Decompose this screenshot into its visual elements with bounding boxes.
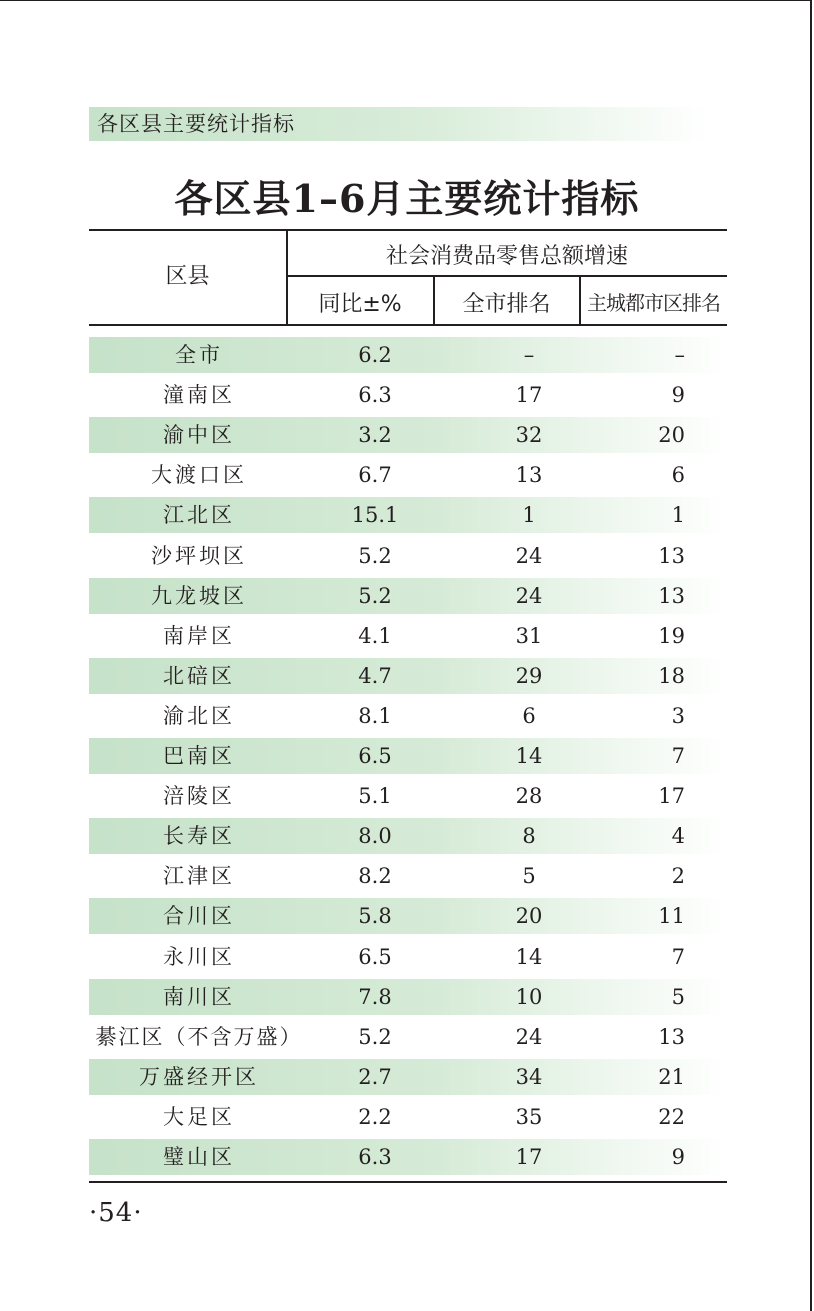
city-rank-value: 32 — [515, 423, 543, 448]
district-name: 大渡口区 — [151, 463, 247, 488]
district-name: 潼南区 — [163, 383, 235, 408]
header-yoy: 同比±% — [318, 292, 402, 317]
yoy-value: 5.8 — [358, 904, 392, 929]
city-rank-value: 14 — [515, 944, 543, 969]
main-rank-value: 7 — [671, 944, 685, 969]
yoy-value: 4.7 — [358, 663, 392, 688]
district-name: 沙坪坝区 — [151, 543, 247, 568]
yoy-value: 7.8 — [358, 984, 392, 1009]
city-rank-value: 31 — [515, 623, 543, 648]
yoy-value: 6.5 — [358, 744, 392, 768]
main-rank-value: 11 — [658, 904, 685, 929]
table-row — [89, 578, 727, 614]
city-rank-value: 14 — [515, 744, 543, 768]
yoy-value: 6.7 — [358, 463, 392, 488]
yoy-value: 2.2 — [358, 1104, 392, 1129]
main-rank-value: 7 — [671, 744, 685, 768]
district-name: 北碚区 — [163, 663, 235, 688]
city-rank-value: 6 — [522, 703, 536, 728]
city-rank-value: 24 — [515, 583, 543, 608]
header-bottom-rule — [89, 324, 727, 326]
city-rank-value: 10 — [515, 984, 543, 1009]
yoy-value: 8.2 — [358, 864, 392, 889]
city-rank-value: 17 — [515, 383, 543, 408]
yoy-value: 15.1 — [351, 503, 399, 528]
main-rank-value: 13 — [658, 543, 685, 568]
city-rank-value: 24 — [515, 1024, 543, 1049]
main-rank-value: 4 — [671, 824, 685, 849]
header-main-rank: 主城都市区排名 — [587, 291, 720, 315]
main-rank-value: 13 — [658, 1024, 685, 1049]
city-rank-value: 1 — [522, 503, 536, 528]
table-row — [89, 979, 727, 1015]
yoy-value: 5.2 — [358, 543, 392, 568]
yoy-value: 3.2 — [358, 423, 392, 448]
district-name: 全市 — [175, 343, 223, 367]
yoy-value: 6.2 — [358, 343, 392, 367]
yoy-value: 6.3 — [358, 383, 392, 408]
yoy-value: 6.3 — [358, 1145, 392, 1169]
yoy-value: 8.1 — [358, 703, 392, 728]
table-top-rule — [89, 229, 727, 231]
table-row — [89, 698, 727, 734]
table-row — [89, 1099, 727, 1135]
table-row — [89, 1139, 727, 1175]
district-name: 南岸区 — [163, 623, 235, 648]
main-rank-value: 13 — [658, 583, 685, 608]
main-rank-value: 19 — [658, 623, 685, 648]
district-name: 南川区 — [163, 984, 235, 1009]
table-row — [89, 1019, 727, 1055]
district-name: 大足区 — [163, 1104, 235, 1129]
main-rank-value: 9 — [671, 1145, 685, 1169]
district-name: 綦江区（不含万盛） — [95, 1024, 303, 1049]
table-row — [89, 818, 727, 854]
table-row — [89, 778, 727, 814]
header-city-rank: 全市排名 — [462, 292, 551, 317]
district-name: 永川区 — [163, 944, 235, 969]
city-rank-value: 13 — [515, 463, 543, 488]
district-name: 万盛经开区 — [139, 1064, 259, 1089]
page-top-border — [0, 0, 812, 1]
city-rank-value: 24 — [515, 543, 543, 568]
city-rank-value: 5 — [522, 864, 536, 889]
city-rank-value: 35 — [515, 1104, 543, 1129]
city-rank-value: 28 — [515, 784, 543, 809]
table-row — [89, 738, 727, 774]
table-row — [89, 898, 727, 934]
table-row — [89, 457, 727, 493]
city-rank-value: 29 — [515, 663, 543, 688]
district-name: 合川区 — [163, 904, 235, 929]
yoy-value: 8.0 — [358, 824, 392, 849]
header-group: 社会消费品零售总额增速 — [385, 244, 628, 269]
table-row — [89, 417, 727, 453]
page-title: 各区县1–6月主要统计指标 — [174, 176, 640, 221]
yoy-value: 5.2 — [358, 583, 392, 608]
group-header-rule — [287, 275, 727, 277]
main-rank-value: 5 — [671, 984, 685, 1009]
main-rank-value: 18 — [658, 663, 685, 688]
main-rank-value: 6 — [671, 463, 685, 488]
table-row — [89, 497, 727, 533]
main-rank-value: 3 — [671, 703, 685, 728]
district-name: 璧山区 — [163, 1145, 235, 1169]
district-name: 江北区 — [163, 503, 235, 528]
yoy-value: 2.7 — [358, 1064, 392, 1089]
main-rank-value: – — [674, 343, 685, 367]
district-name: 涪陵区 — [163, 784, 235, 809]
main-rank-value: 2 — [671, 864, 685, 889]
district-name: 九龙坡区 — [151, 583, 247, 608]
main-rank-value: 22 — [658, 1104, 685, 1129]
district-name: 长寿区 — [163, 824, 235, 849]
table-row — [89, 337, 727, 373]
table-row — [89, 377, 727, 413]
yoy-value: 5.1 — [358, 784, 392, 809]
page-number: ·54· — [89, 1198, 143, 1228]
section-header: 各区县主要统计指标 — [89, 107, 709, 141]
header-district: 区县 — [165, 264, 210, 289]
main-rank-value: 20 — [658, 423, 685, 448]
table-row — [89, 939, 727, 975]
main-rank-value: 1 — [671, 503, 685, 528]
city-rank-value: 17 — [515, 1145, 543, 1169]
yoy-value: 6.5 — [358, 944, 392, 969]
city-rank-value: 20 — [515, 904, 543, 929]
city-rank-value: – — [523, 343, 535, 367]
main-rank-value: 9 — [671, 383, 685, 408]
district-name: 渝北区 — [163, 703, 235, 728]
district-name: 巴南区 — [163, 744, 235, 768]
yoy-value: 5.2 — [358, 1024, 392, 1049]
city-rank-value: 34 — [515, 1064, 543, 1089]
main-rank-value: 17 — [658, 784, 685, 809]
district-name: 江津区 — [163, 864, 235, 889]
table-row — [89, 1059, 727, 1095]
table-row — [89, 538, 727, 574]
city-rank-value: 8 — [522, 824, 536, 849]
yoy-value: 4.1 — [358, 623, 392, 648]
district-name: 渝中区 — [163, 423, 235, 448]
table-row — [89, 858, 727, 894]
table-row — [89, 658, 727, 694]
main-rank-value: 21 — [658, 1064, 685, 1089]
table-row — [89, 618, 727, 654]
table-bottom-rule — [89, 1181, 727, 1183]
